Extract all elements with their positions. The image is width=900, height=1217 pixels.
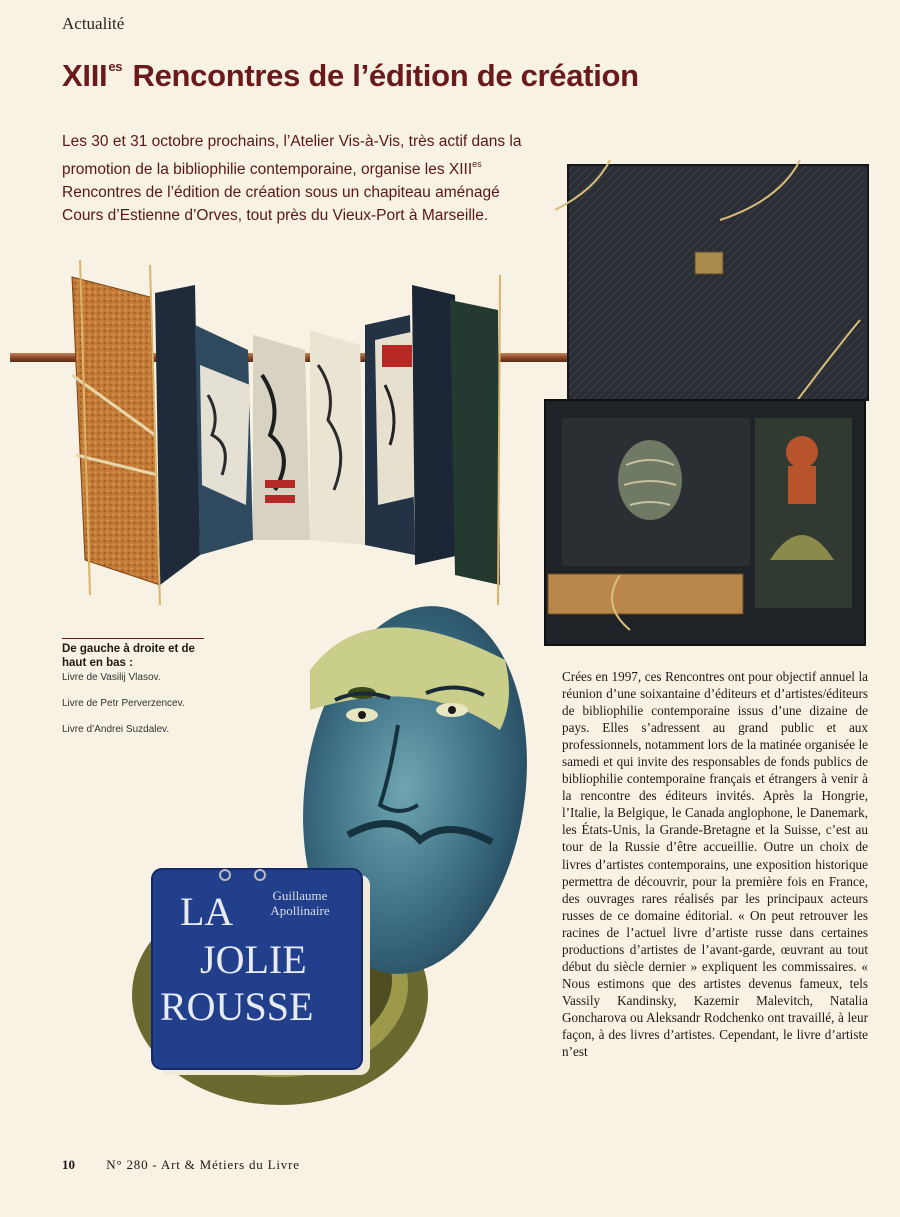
book-cover-author-1: Guillaume [272, 888, 328, 903]
caption-rule [62, 638, 204, 639]
lede-part-2: Rencontres de l’édition de création sous un chapiteau aménagé Cours d’Estienne d’Orves, tout près du Vieux-Port à Marseille. [62, 184, 500, 224]
title-text: Rencontres de l’édition de création [124, 58, 639, 93]
photo-caption [62, 638, 222, 750]
lede-superscript: es [472, 159, 482, 169]
issue-line: N° 280 - Art & Métiers du Livre [106, 1157, 300, 1172]
section-label: Actualité [62, 14, 125, 33]
title-numeral: XIII [62, 58, 108, 93]
book-cover-title-3: ROUSSE [160, 984, 314, 1029]
caption-item-1: Livre de Vasilij Vlasov. [62, 672, 161, 683]
caption-item-2: Livre de Petr Perverzencev. [62, 698, 185, 709]
article-body: Crées en 1997, ces Rencontres ont pour objectif annuel la réunion d’une soixantaine d’éditeurs et d’artistes/éditeurs de bibliophilie contemporaine issus d’une dizaine de pays. Elles s’adressent au grand public et aux professionnels, notamment lors de la matinée organisée le samedi et qui invite des responsables de fonds publics de bibliophilie contemporaine français et étrangers à venir à la rencontre des éditeurs invités. Après la Hongrie, l’Italie, la Belgique, le Canada anglophone, le Danemark, les États-Unis, la Grande-Bretagne et la Suisse, c’est au tour de la Russie d’être accueillie. Outre un choix de livres d’artistes contemporains, une exposition historique permettra de découvrir, pour la première fois en France, des ouvrages rares réalisés par les principaux acteurs russes de ce domaine éditorial. « On peut retrouver les racines de l’actuel livre d’artiste russe dans certaines productions d’artistes de l’avant-garde, œuvrant au tout début du siècle dernier » expliquent les commissaires. « Nous estimons que des artistes devenus fameux, tels Vassily Kandinsky, Kazemir Malevitch, Natalia Goncharova ou Aleksandr Rodchenko ont travaillé, à leur façon, à des livres d’artistes. Cependant, le livre d’artiste n’est [562, 669, 868, 1060]
page-footer [62, 1157, 300, 1173]
book-cover-author-2: Apollinaire [270, 903, 330, 918]
page-number: 10 [62, 1157, 75, 1172]
accordion-book-photo [10, 255, 570, 610]
book-cover-title-2: JOLIE [200, 937, 307, 982]
caption-heading: De gauche à droite et de haut en bas : [62, 643, 195, 669]
article-lede [62, 130, 532, 227]
lede-part-1: Les 30 et 31 octobre prochains, l’Atelier Vis-à-Vis, très actif dans la promotion de la bibliophilie contemporaine, organise les XIII [62, 133, 522, 178]
title-superscript: es [108, 59, 123, 74]
book-cover-title-1: LA [180, 889, 234, 934]
article-title [62, 58, 862, 94]
box-book-photo [540, 160, 875, 650]
caption-item-3: Livre d’Andrei Suzdalev. [62, 724, 170, 735]
